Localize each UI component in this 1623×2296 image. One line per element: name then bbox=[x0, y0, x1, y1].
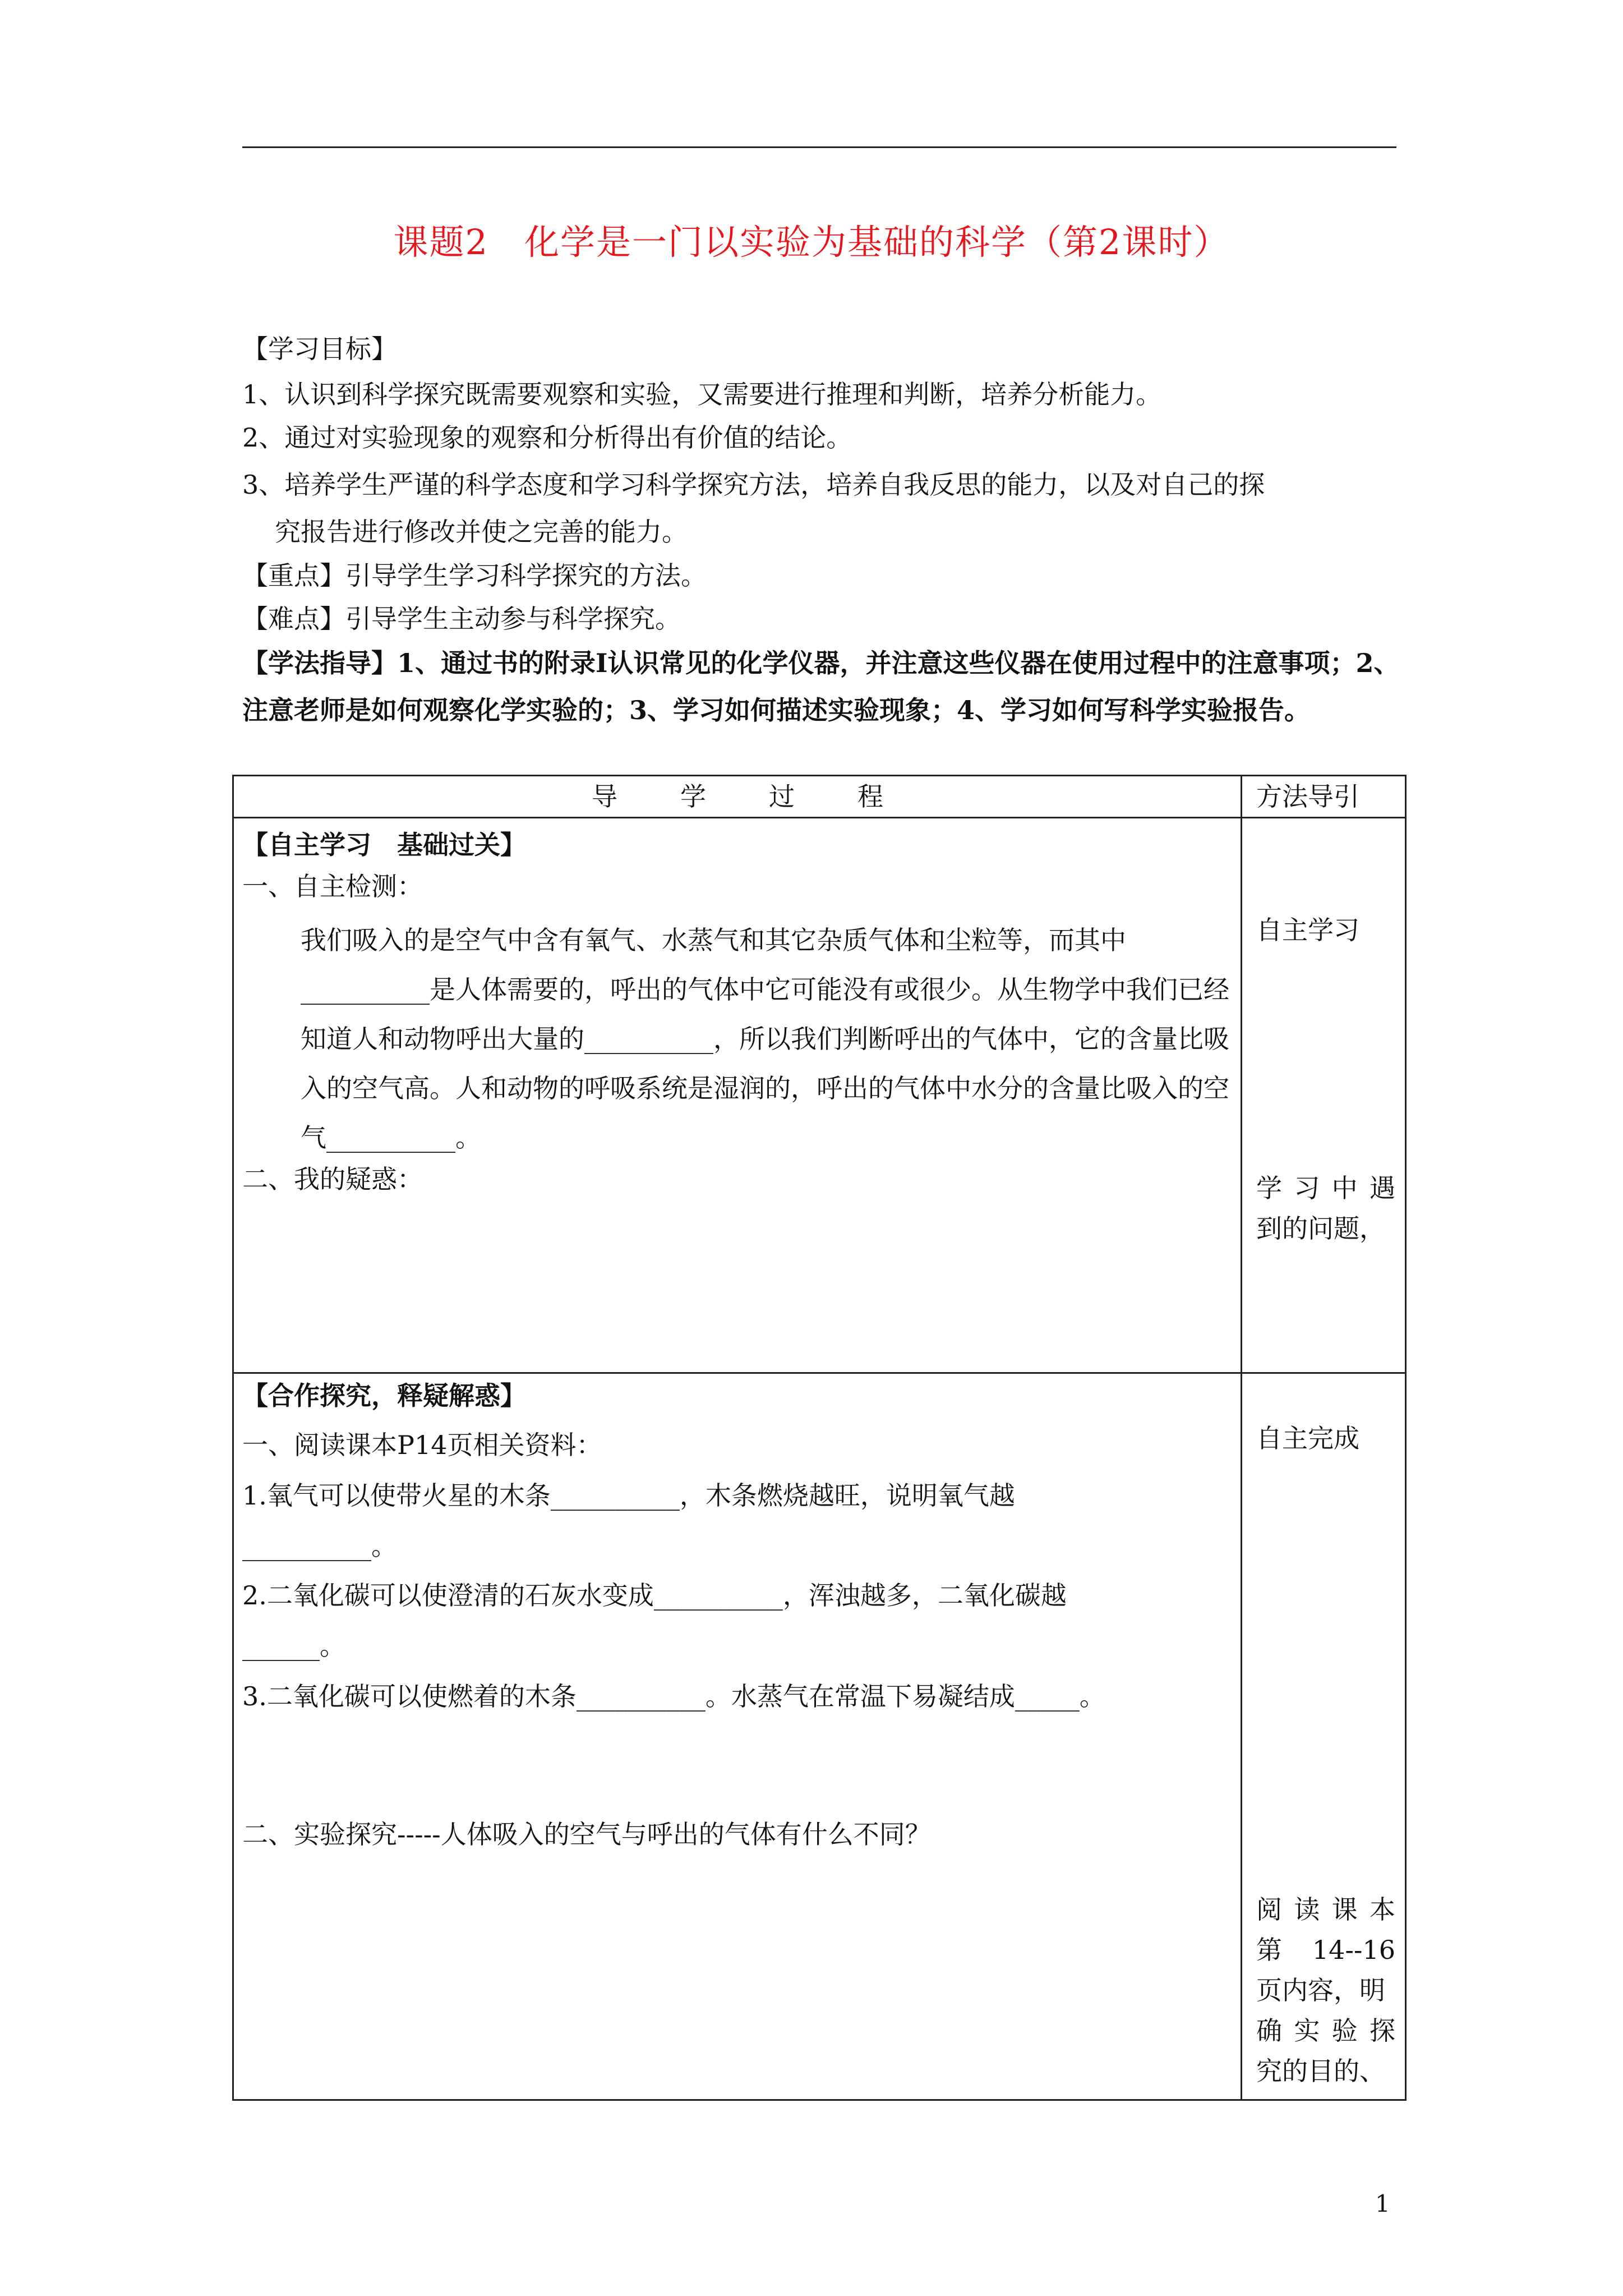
section1-sub2: 二、我的疑惑： bbox=[242, 1164, 423, 1194]
method-guide: 【学法指导】1、通过书的附录Ⅰ认识常见的化学仪器，并注意这些仪器在使用过程中的注意事项；2、注意老师是如何观察化学实验的；3、学习如何描述实验现象；4、学习如何写科学实验报告。 bbox=[242, 648, 1400, 725]
question-2-line-2: ______。 bbox=[242, 1631, 345, 1661]
question-2-line-1: 2.二氧化碳可以使澄清的石灰水变成__________，浑浊越多，二氧化碳越 bbox=[242, 1580, 1067, 1611]
table-section-rule bbox=[232, 1372, 1407, 1374]
table-header-main: 导 学 过 程 bbox=[592, 781, 883, 812]
section1-heading: 【自主学习 基础过关】 bbox=[242, 830, 526, 860]
section2-side-note-2: 阅 读 课 本 第 14--16 页内容，明 确 实 验 探 究的目的、 bbox=[1256, 1894, 1395, 2086]
table-column-divider bbox=[1241, 775, 1242, 2101]
question-3: 3.二氧化碳可以使燃着的木条__________。水蒸气在常温下易凝结成_____。 bbox=[242, 1681, 1105, 1711]
section2-side-note-1: 自主完成 bbox=[1256, 1423, 1359, 1453]
section2-heading: 【合作探究，释疑解惑】 bbox=[242, 1381, 526, 1411]
objective-2: 2、通过对实验现象的观察和分析得出有价值的结论。 bbox=[242, 422, 852, 453]
page-title: 课题2 化学是一门以实验为基础的科学（第2课时） bbox=[393, 222, 1230, 263]
objectives-heading: 【学习目标】 bbox=[242, 334, 397, 364]
difficulty: 【难点】引导学生主动参与科学探究。 bbox=[242, 604, 681, 634]
table-header-side: 方法导引 bbox=[1256, 781, 1359, 812]
section2-sub1: 一、阅读课本P14页相关资料： bbox=[242, 1430, 602, 1460]
page-number: 1 bbox=[1375, 2190, 1390, 2217]
key-point: 【重点】引导学生学习科学探究的方法。 bbox=[242, 560, 707, 591]
section1-side-note-2: 学 习 中 遇 到的问题， bbox=[1256, 1173, 1395, 1244]
objective-3-line-1: 3、培养学生严谨的科学态度和学习科学探究方法，培养自我反思的能力，以及对自己的探 bbox=[242, 470, 1265, 500]
section1-paragraph: 我们吸入的是空气中含有氧气、水蒸气和其它杂质气体和尘粒等，而其中__________是人体需要的，呼出的气体中它可能没有或很少。从生物学中我们已经知道人和动物呼出大量的__________，所以我们判断呼出的气体中，它的含量比吸入的空气高。人和动物的呼吸系统是湿润的，呼出的气体中水分的含量比吸入的空气__________。 bbox=[301, 925, 1229, 1153]
section2-sub2: 二、实验探究-----人体吸入的空气与呼出的气体有什么不同？ bbox=[242, 1819, 931, 1849]
objective-1: 1、认识到科学探究既需要观察和实验，又需要进行推理和判断，培养分析能力。 bbox=[242, 379, 1162, 409]
section1-sub1: 一、自主检测： bbox=[242, 871, 423, 901]
section1-side-note-1: 自主学习 bbox=[1256, 915, 1359, 945]
question-1-line-1: 1.氧气可以使带火星的木条__________，木条燃烧越旺，说明氧气越 bbox=[242, 1480, 1015, 1511]
question-1-line-2: __________。 bbox=[242, 1531, 397, 1561]
table-header-rule bbox=[232, 817, 1407, 818]
objective-3-line-2: 究报告进行修改并使之完善的能力。 bbox=[275, 517, 688, 547]
header-rule bbox=[242, 146, 1396, 148]
